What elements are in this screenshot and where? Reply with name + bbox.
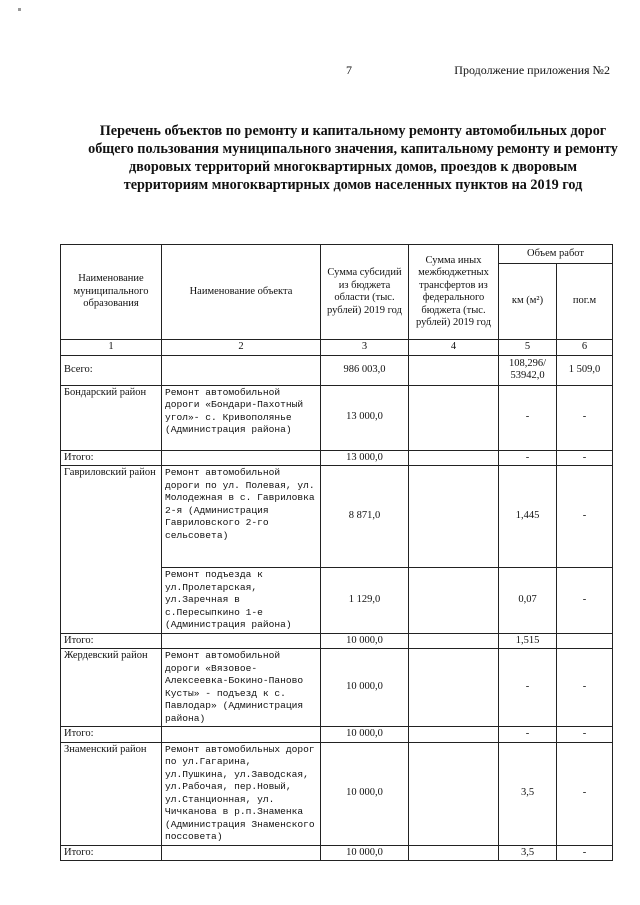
subtotal-km: 3,5 xyxy=(499,845,557,861)
subtotal-km: - xyxy=(499,450,557,466)
subsidy-cell: 8 871,0 xyxy=(321,466,409,568)
header-object: Наименование объекта xyxy=(162,245,321,340)
transfers-cell xyxy=(409,649,499,727)
subtotal-km: 1,515 xyxy=(499,633,557,649)
header-subsidy: Сумма субсидий из бюджета области (тыс. рублей) 2019 год xyxy=(321,245,409,340)
col-number: 5 xyxy=(499,340,557,356)
transfers-cell xyxy=(409,742,499,845)
subtotal-subsidy: 13 000,0 xyxy=(321,450,409,466)
object-cell: Ремонт автомобильных дорог по ул.Гагарина, ул.Пушкина, ул.Заводская, ул.Рабочая, пер.Новый, ул.Станционная, ул. Чичканова в р.п.Знаменка (Администрация Знаменского поссовета) xyxy=(162,742,321,845)
municipality-cell: Бондарский район xyxy=(61,385,162,450)
header-volume: Объем работ xyxy=(499,245,613,264)
empty-cell xyxy=(162,355,321,385)
object-cell: Ремонт автомобильной дороги по ул. Полевая, ул. Молодежная в с. Гавриловка 2-я (Администрация Гавриловского 2-го сельсовета) xyxy=(162,466,321,568)
empty-cell xyxy=(409,355,499,385)
page-number: 7 xyxy=(346,63,352,77)
total-subsidy: 986 003,0 xyxy=(321,355,409,385)
table-row xyxy=(61,742,613,845)
subtotal-subsidy: 10 000,0 xyxy=(321,633,409,649)
subtotal-label: Итого: xyxy=(61,727,162,743)
municipality-cell: Знаменский район xyxy=(61,742,162,845)
header-transfers: Сумма иных межбюджетных трансфертов из федерального бюджета (тыс. рублей) 2019 год xyxy=(409,245,499,340)
subtotal-pogm: - xyxy=(557,450,613,466)
empty-cell xyxy=(162,450,321,466)
table-row xyxy=(61,385,613,450)
subsidy-cell: 1 129,0 xyxy=(321,568,409,634)
table-row xyxy=(61,466,613,568)
object-cell: Ремонт подъезда к ул.Пролетарская, ул.Заречная в с.Пересыпкино 1-е (Администрация района) xyxy=(162,568,321,634)
header-pogm: пог.м xyxy=(557,264,613,340)
subtotal-row xyxy=(61,633,613,649)
total-pogm: 1 509,0 xyxy=(557,355,613,385)
pogm-cell: - xyxy=(557,466,613,568)
subtotal-row xyxy=(61,727,613,743)
table-row xyxy=(61,649,613,727)
subtotal-label: Итого: xyxy=(61,450,162,466)
col-number: 2 xyxy=(162,340,321,356)
col-number: 6 xyxy=(557,340,613,356)
pogm-cell: - xyxy=(557,649,613,727)
object-cell: Ремонт автомобильной дороги «Бондари-Пахотный угол»- с. Кривополянье (Администрация района) xyxy=(162,385,321,450)
empty-cell xyxy=(162,845,321,861)
subtotal-pogm xyxy=(557,633,613,649)
header-municipality: Наименование муниципального образования xyxy=(61,245,162,340)
municipality-cell: Гавриловский район xyxy=(61,466,162,634)
total-label: Всего: xyxy=(61,355,162,385)
subtotal-row xyxy=(61,845,613,861)
total-km: 108,296/ 53942,0 xyxy=(499,355,557,385)
empty-cell xyxy=(162,633,321,649)
transfers-cell xyxy=(409,568,499,634)
empty-cell xyxy=(162,727,321,743)
col-number: 4 xyxy=(409,340,499,356)
empty-cell xyxy=(409,633,499,649)
subtotal-label: Итого: xyxy=(61,845,162,861)
km-cell: 0,07 xyxy=(499,568,557,634)
empty-cell xyxy=(409,845,499,861)
subtotal-subsidy: 10 000,0 xyxy=(321,727,409,743)
pogm-cell: - xyxy=(557,385,613,450)
transfers-cell xyxy=(409,385,499,450)
km-cell: - xyxy=(499,649,557,727)
col-number: 3 xyxy=(321,340,409,356)
document-title: Перечень объектов по ремонту и капитальному ремонту автомобильных дорог общего пользования муниципального значения, капитальному ремонту и ремонту дворовых территорий многоквартирных домов, проездов к дворовым территориям многоквартирных домов населенных пунктов на 2019 год xyxy=(88,123,618,193)
continuation-note: Продолжение приложения №2 xyxy=(454,63,610,77)
subsidy-cell: 10 000,0 xyxy=(321,649,409,727)
col-number: 1 xyxy=(61,340,162,356)
header-row xyxy=(61,245,613,264)
column-numbers-row xyxy=(61,340,613,356)
scan-speck xyxy=(18,8,21,11)
subtotal-label: Итого: xyxy=(61,633,162,649)
objects-table xyxy=(60,244,613,861)
km-cell: - xyxy=(499,385,557,450)
subsidy-cell: 13 000,0 xyxy=(321,385,409,450)
pogm-cell: - xyxy=(557,568,613,634)
empty-cell xyxy=(409,727,499,743)
pogm-cell: - xyxy=(557,742,613,845)
empty-cell xyxy=(409,450,499,466)
subtotal-row xyxy=(61,450,613,466)
header-km: км (м²) xyxy=(499,264,557,340)
subtotal-pogm: - xyxy=(557,845,613,861)
km-cell: 3,5 xyxy=(499,742,557,845)
total-row xyxy=(61,355,613,385)
transfers-cell xyxy=(409,466,499,568)
subtotal-subsidy: 10 000,0 xyxy=(321,845,409,861)
object-cell: Ремонт автомобильной дороги «Вязовое-Алексеевка-Бокино-Паново Кусты» - подъезд к с. Павлодар» (Администрация района) xyxy=(162,649,321,727)
subtotal-pogm: - xyxy=(557,727,613,743)
municipality-cell: Жердевский район xyxy=(61,649,162,727)
subtotal-km: - xyxy=(499,727,557,743)
subsidy-cell: 10 000,0 xyxy=(321,742,409,845)
km-cell: 1,445 xyxy=(499,466,557,568)
